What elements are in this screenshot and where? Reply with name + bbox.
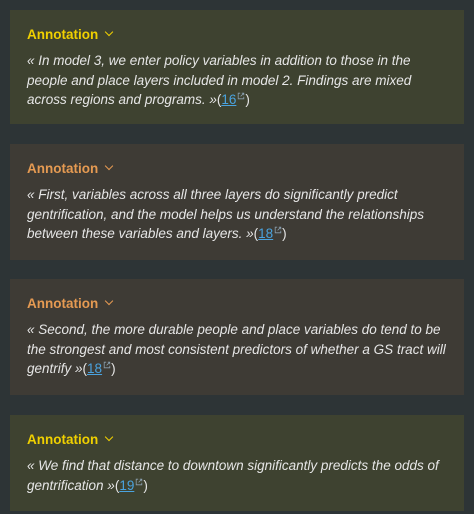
reference-link[interactable]: 18	[258, 226, 282, 241]
annotation-toggle[interactable]	[27, 429, 447, 449]
chevron-down-icon	[105, 297, 113, 305]
annotation-header: Annotation	[27, 295, 99, 311]
annotation-quote: « In model 3, we enter policy variables in addition to those in the people and place layers included in model 2. Findings are mixed across regions and programs. »(16 )	[27, 53, 412, 107]
external-link-icon	[103, 361, 111, 369]
annotation-card	[10, 144, 464, 260]
chevron-down-icon	[105, 162, 113, 170]
annotation-header: Annotation	[27, 26, 99, 42]
annotation-card	[10, 279, 464, 395]
external-link-icon	[237, 92, 245, 100]
reference-link[interactable]: 16	[221, 92, 245, 107]
annotation-quote: « Second, the more durable people and place variables do tend to be the strongest and most consistent predictors of whether a GS tract will gentrify »(18 )	[27, 322, 446, 376]
annotation-quote: « First, variables across all three layers do significantly predict gentrification, and the model helps us understand the relationships between these variables and layers. »(18 )	[27, 187, 425, 241]
external-link-icon	[274, 226, 282, 234]
annotation-header: Annotation	[27, 160, 99, 176]
annotation-toggle[interactable]	[27, 293, 447, 313]
annotation-header: Annotation	[27, 431, 99, 447]
external-link-icon	[135, 478, 143, 486]
chevron-down-icon	[105, 433, 113, 441]
annotation-card	[10, 415, 464, 511]
reference-link[interactable]: 19	[119, 478, 143, 493]
annotation-card	[10, 10, 464, 124]
chevron-down-icon	[105, 28, 113, 36]
reference-link[interactable]: 18	[87, 361, 111, 376]
annotation-toggle[interactable]	[27, 158, 447, 178]
annotation-toggle[interactable]	[27, 24, 447, 44]
annotation-quote: « We find that distance to downtown significantly predicts the odds of gentrification »(19 )	[27, 458, 439, 493]
